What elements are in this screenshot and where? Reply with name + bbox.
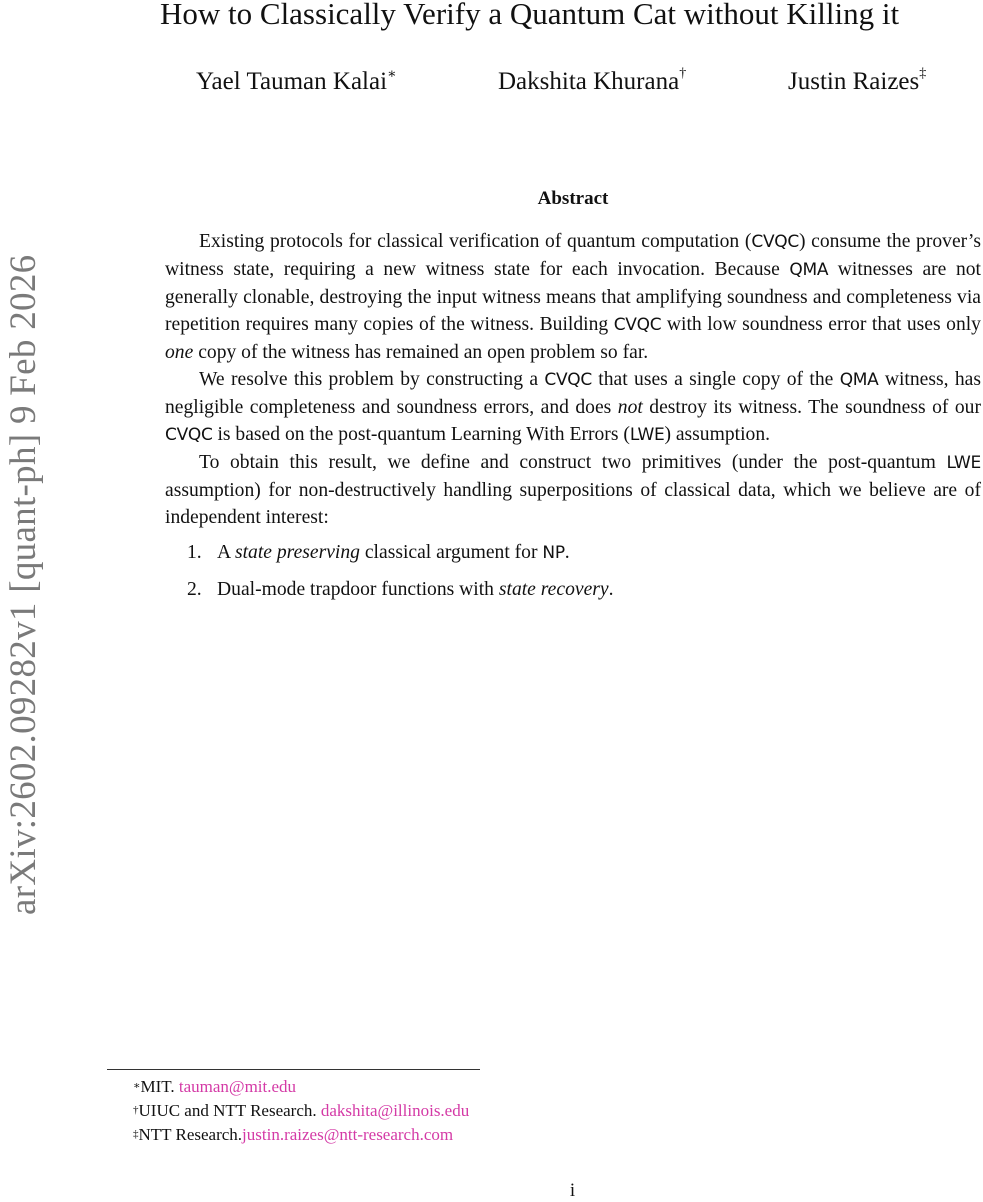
text-run: Existing protocols for classical verification of quantum computation ( [199,231,752,252]
author-name: Yael Tauman Kalai [196,68,388,95]
paper-title: How to Classically Verify a Quantum Cat without Killing it [160,0,900,31]
author [788,68,926,96]
term-lwe: LWE [629,425,665,445]
emphasis: state preserving [234,542,360,563]
list-item [165,539,981,567]
abstract-paragraph [165,449,981,531]
footnote [133,1075,469,1099]
author [498,68,788,96]
text-run: witnesses are not generally clonable, destroying the input witness means that amplifying soundness and completeness via repetition requires many copies of the witness. Building [165,259,981,335]
affiliation: NTT Research. [138,1125,243,1144]
text-run: . [608,579,614,600]
abstract-body [165,228,981,612]
term-np: NP [542,543,565,563]
text-run: with low soundness error that uses only [661,314,981,335]
emphasis: one [165,342,194,363]
text-run: classical argument for [359,542,543,563]
affiliation: MIT. [140,1077,179,1096]
abstract-paragraph [165,228,981,366]
text-run: witness, has negligible completeness and soundness errors, and does [165,369,981,418]
email-link[interactable]: tauman@mit.edu [178,1077,297,1096]
text-run: assumption) for non-destructively handling superpositions of classical data, which we believe are of independent interest: [165,480,981,528]
abstract-heading: Abstract [537,188,609,209]
author-footnote-mark[interactable]: † [679,66,687,81]
emphasis: state recovery [498,579,609,600]
footnote [133,1123,469,1147]
term-cvqc: CVQC [165,425,213,445]
text-run: is based on the post-quantum Learning With Errors ( [212,424,630,445]
text-run: ) consume the prover’s witness state, requiring a new witness state for each invocation. Because [165,231,981,280]
author-footnote-mark[interactable]: ‡ [919,66,927,81]
term-cvqc: CVQC [751,232,799,252]
author-list [196,68,926,96]
text-run: We resolve this problem by constructing a [199,369,545,390]
list-number: 2. [187,579,202,600]
text-run: copy of the witness has remained an open problem so far. [193,342,649,363]
footnote [133,1099,469,1123]
text-run: . [564,542,570,563]
text-run: that uses a single copy of the [591,369,840,390]
term-lwe: LWE [946,453,981,473]
email-link[interactable]: justin.raizes@ntt-research.com [242,1125,454,1144]
text-run: Dual-mode trapdoor functions with [217,579,499,600]
email-link[interactable]: dakshita@illinois.edu [320,1101,470,1120]
list-item [165,576,981,603]
term-cvqc: CVQC [544,370,592,390]
text-run: ) assumption. [664,424,771,445]
emphasis: not [617,397,643,418]
footnote-mark: ‡ [133,1128,139,1140]
footnote-divider [107,1069,480,1070]
text-run: To obtain this result, we define and construct two primitives (under the post-quantum [199,452,947,473]
abstract-paragraph [165,366,981,449]
footnote-mark: ∗ [133,1080,141,1092]
term-qma: QMA [839,370,879,390]
contribution-list [165,539,981,603]
author-name: Dakshita Khurana [498,68,680,95]
author-name: Justin Raizes [788,68,920,95]
text-run: A [217,542,235,563]
footnotes [133,1075,469,1147]
list-number: 1. [187,542,202,563]
text-run: destroy its witness. The soundness of our [642,397,981,418]
author [196,68,498,96]
arxiv-identifier-stamp: arXiv:2602.09282v1 [quant-ph] 9 Feb 2026 [3,254,44,915]
term-cvqc: CVQC [613,315,662,335]
footnote-mark: † [133,1104,139,1116]
term-qma: QMA [789,260,829,280]
author-footnote-mark[interactable]: ∗ [387,67,397,82]
affiliation: UIUC and NTT Research. [138,1101,321,1120]
page-number: i [569,1180,576,1201]
